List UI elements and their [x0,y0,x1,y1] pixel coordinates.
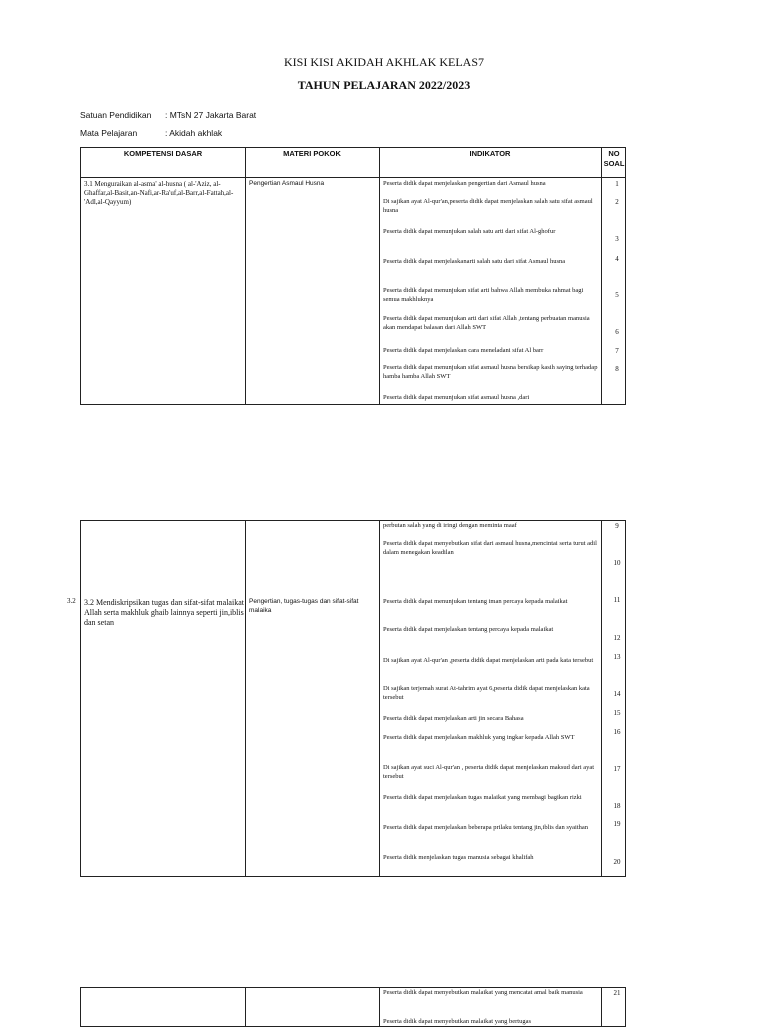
no-soal: 11 [613,596,621,604]
indikator-row: Peserta didik dapat menjelaskan beberapa prilaku tentang jin,iblis dan syaithan [383,824,589,831]
table-page-3 [80,987,626,1027]
indikator-row: Peserta didik dapat menunjukan sifat arti bahwa Allah membuka rahmat bagi semua makhluknya [383,287,584,303]
indikator-row: Peserta didik dapat menjelaskan makhluk yang ingkar kepada Allah SWT [383,734,575,741]
indikator-row: Peserta didik dapat menjelaskan pengertian dari Asmaul husna [383,180,546,187]
school-value: : MTsN 27 Jakarta Barat [165,110,257,120]
header-no-soal [601,149,627,169]
indikator-row: Peserta didik dapat menjelaskan tugas malaikat yang membagi bagikan rizki [383,794,582,801]
no-soal: 15 [613,709,621,717]
no-soal: 3 [615,235,619,243]
header-kompetensi-dasar: KOMPETENSI DASAR [123,149,203,158]
indikator-row: Peserta didik menjelaskan tugas manusia sebagai khalifah [383,854,534,861]
kompetensi-dasar-3-2: 3.2 Mendiskripsikan tugas dan sifat-sifat malaikat Allah serta makhluk ghaib lainnya seperti jin,iblis dan setan [84,598,244,627]
indikator-row: Peserta didik dapat menyebutkan sifat dari asmaul husna,mencintai serta turut adil dalam menegakan keadilan [383,540,597,556]
subject-info [80,128,222,138]
indikator-row: Peserta didik dapat menunjukan arti dari sifat Allah ,tentang perbuatan manusia akan mendapat balasan dari Allah SWT [383,315,590,331]
indikator-row: Di sajikan ayat suci Al-qur'an , peserta didik dapat menjelaskan maksud dari ayat tersebut [383,764,595,780]
indikator-row: Peserta didik dapat menunjukan sifat asmaul husna ,dari [383,394,530,401]
no-soal: 10 [613,559,621,567]
subject-value: : Akidah akhlak [165,128,223,138]
no-soal: 17 [613,765,621,773]
indikator-row: Peserta didik dapat menjelaskan tentang percaya kepada malaikat [383,626,554,633]
no-soal: 2 [615,198,619,206]
table-page-1 [80,147,626,405]
document-title: KISI KISI AKIDAH AKHLAK KELAS7 [284,55,484,69]
no-soal: 18 [613,802,621,810]
no-soal: 13 [613,653,621,661]
indikator-row: perbutan salah yang di iringi dengan meminta maaf [383,522,517,529]
school-info [80,110,256,120]
header-indikator: INDIKATOR [469,149,511,158]
no-soal: 19 [613,820,621,828]
indikator-row: Di sajikan ayat Al-qur'an,peserta didik dapat menjelaskan salah satu sifat asmaul husna [383,198,593,214]
no-soal: 8 [615,365,619,373]
header-no: NO [608,149,620,158]
no-soal: 5 [615,291,619,299]
header-soal: SOAL [603,159,625,168]
no-soal: 4 [615,255,619,263]
table-page-2 [80,520,626,877]
materi-pokok-2: Pengertian, tugas-tugas dan sifat-sifat malaika [249,598,359,614]
indikator-row: Peserta didik dapat menunjukan salah satu arti dari sifat Al-ghofur [383,228,556,235]
school-label: Satuan Pendidikan [80,110,152,120]
indikator-row: Peserta didik dapat menunjukan sifat asmaul husna bersikap kasih saying terhadap hamba hamba Allah SWT [383,364,598,380]
no-soal: 7 [615,347,619,355]
indikator-row: Di sajikan ayat Al-qur'an ,peserta didik dapat menjelaskan arti pada kata tersebut [383,657,594,664]
no-soal: 16 [613,728,621,736]
no-soal: 6 [615,328,619,336]
no-soal: 21 [613,989,621,997]
header-materi-pokok: MATERI POKOK [283,149,341,158]
indikator-row: Peserta didik dapat menjelaskanarti salah satu dari sifat Asmaul husna [383,258,566,265]
no-soal: 9 [615,522,619,530]
materi-pokok-1: Pengertian Asmaul Husna [249,180,325,187]
no-soal: 14 [613,690,621,698]
indikator-row: Di sajikan terjemah surat At-tahrim ayat 6,peserta didik dapat menjelaskan kata tersebut [383,685,590,701]
indikator-row: Peserta didik dapat menjelaskan arti jin secara Bahasa [383,715,524,722]
indikator-row: Peserta didik dapat menjelaskan cara meneladani sifat Al barr [383,347,544,354]
no-soal: 12 [613,634,621,642]
subject-label: Mata Pelajaran [80,128,138,138]
document-subtitle: TAHUN PELAJARAN 2022/2023 [297,78,471,92]
indikator-row: Peserta didik dapat menyebutkan malaikat yang bertugas [383,1018,532,1025]
no-soal: 20 [613,858,621,866]
no-soal: 1 [615,180,619,188]
indikator-row: Peserta didik dapat menunjukan tentang iman percaya kepada malaikat [383,598,568,605]
kd-outer-label: 3.2 [67,597,76,605]
indikator-row: Peserta didik dapat menyebutkan malaikat yang mencatat amal baik manusia [383,989,583,996]
kompetensi-dasar-3-1: 3.1 Menguraikan al-asma' al-husna ( al-'Aziz, al-Ghaffar,al-Basit,an-Nafi,ar-Ra'uf,al-Barr,al-Fattah,al- 'Adl,al-Qayyum) [84,180,234,206]
